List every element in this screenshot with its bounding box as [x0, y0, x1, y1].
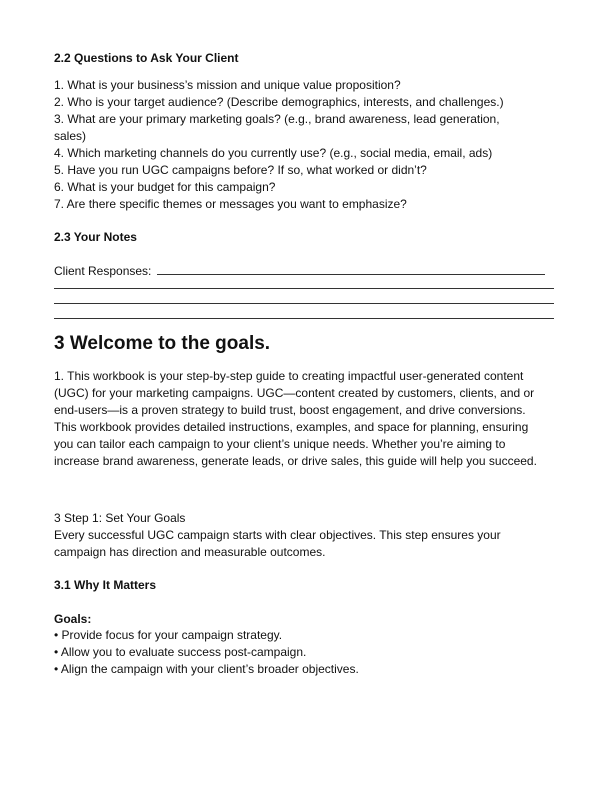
intro-line: you can tailor each campaign to your client’s unique needs. Whether you’re aiming to — [54, 437, 506, 451]
intro-line: 1. This workbook is your step-by-step guide to creating impactful user-generated content — [54, 369, 524, 383]
step-title: 3 Step 1: Set Your Goals — [54, 511, 186, 525]
goal-bullet: • Provide focus for your campaign strategy. — [54, 628, 283, 642]
question-item: 5. Have you run UGC campaigns before? If so, what worked or didn’t? — [54, 163, 427, 177]
question-item: 6. What is your budget for this campaign? — [54, 180, 276, 194]
notes-heading: 2.3 Your Notes — [54, 230, 137, 244]
questions-heading: 2.2 Questions to Ask Your Client — [54, 51, 239, 65]
goal-bullet: • Align the campaign with your client’s broader objectives. — [54, 662, 359, 676]
question-item: 2. Who is your target audience? (Describe demographics, interests, and challenges.) — [54, 95, 504, 109]
question-item: 3. What are your primary marketing goals? (e.g., brand awareness, lead generation, — [54, 112, 500, 126]
section-heading: 3 Welcome to the goals. — [54, 333, 271, 354]
intro-line: end-users—is a proven strategy to build trust, boost engagement, and drive conversions. — [54, 403, 526, 417]
client-responses-line[interactable] — [157, 263, 545, 275]
question-item: 4. Which marketing channels do you currently use? (e.g., social media, email, ads) — [54, 146, 493, 160]
intro-line: (UGC) for your marketing campaigns. UGC—content created by customers, clients, and or — [54, 386, 535, 400]
question-item-continued: sales) — [54, 129, 87, 143]
notes-line[interactable] — [54, 288, 554, 289]
goal-bullet: • Allow you to evaluate success post-campaign. — [54, 645, 307, 659]
client-responses-row — [54, 263, 545, 280]
notes-line[interactable] — [54, 303, 554, 304]
question-item: 7. Are there specific themes or messages you want to emphasize? — [54, 197, 407, 211]
step-line: campaign has direction and measurable outcomes. — [54, 545, 326, 559]
intro-line: increase brand awareness, generate leads, or drive sales, this guide will help you succeed. — [54, 454, 537, 468]
why-it-matters-heading: 3.1 Why It Matters — [54, 578, 157, 592]
intro-line: This workbook provides detailed instructions, examples, and space for planning, ensuring — [54, 420, 529, 434]
goals-label: Goals: — [54, 612, 92, 626]
step-line: Every successful UGC campaign starts with clear objectives. This step ensures your — [54, 528, 501, 542]
notes-line[interactable] — [54, 318, 554, 319]
question-item: 1. What is your business’s mission and unique value proposition? — [54, 78, 401, 92]
client-responses-label: Client Responses: — [54, 264, 152, 278]
